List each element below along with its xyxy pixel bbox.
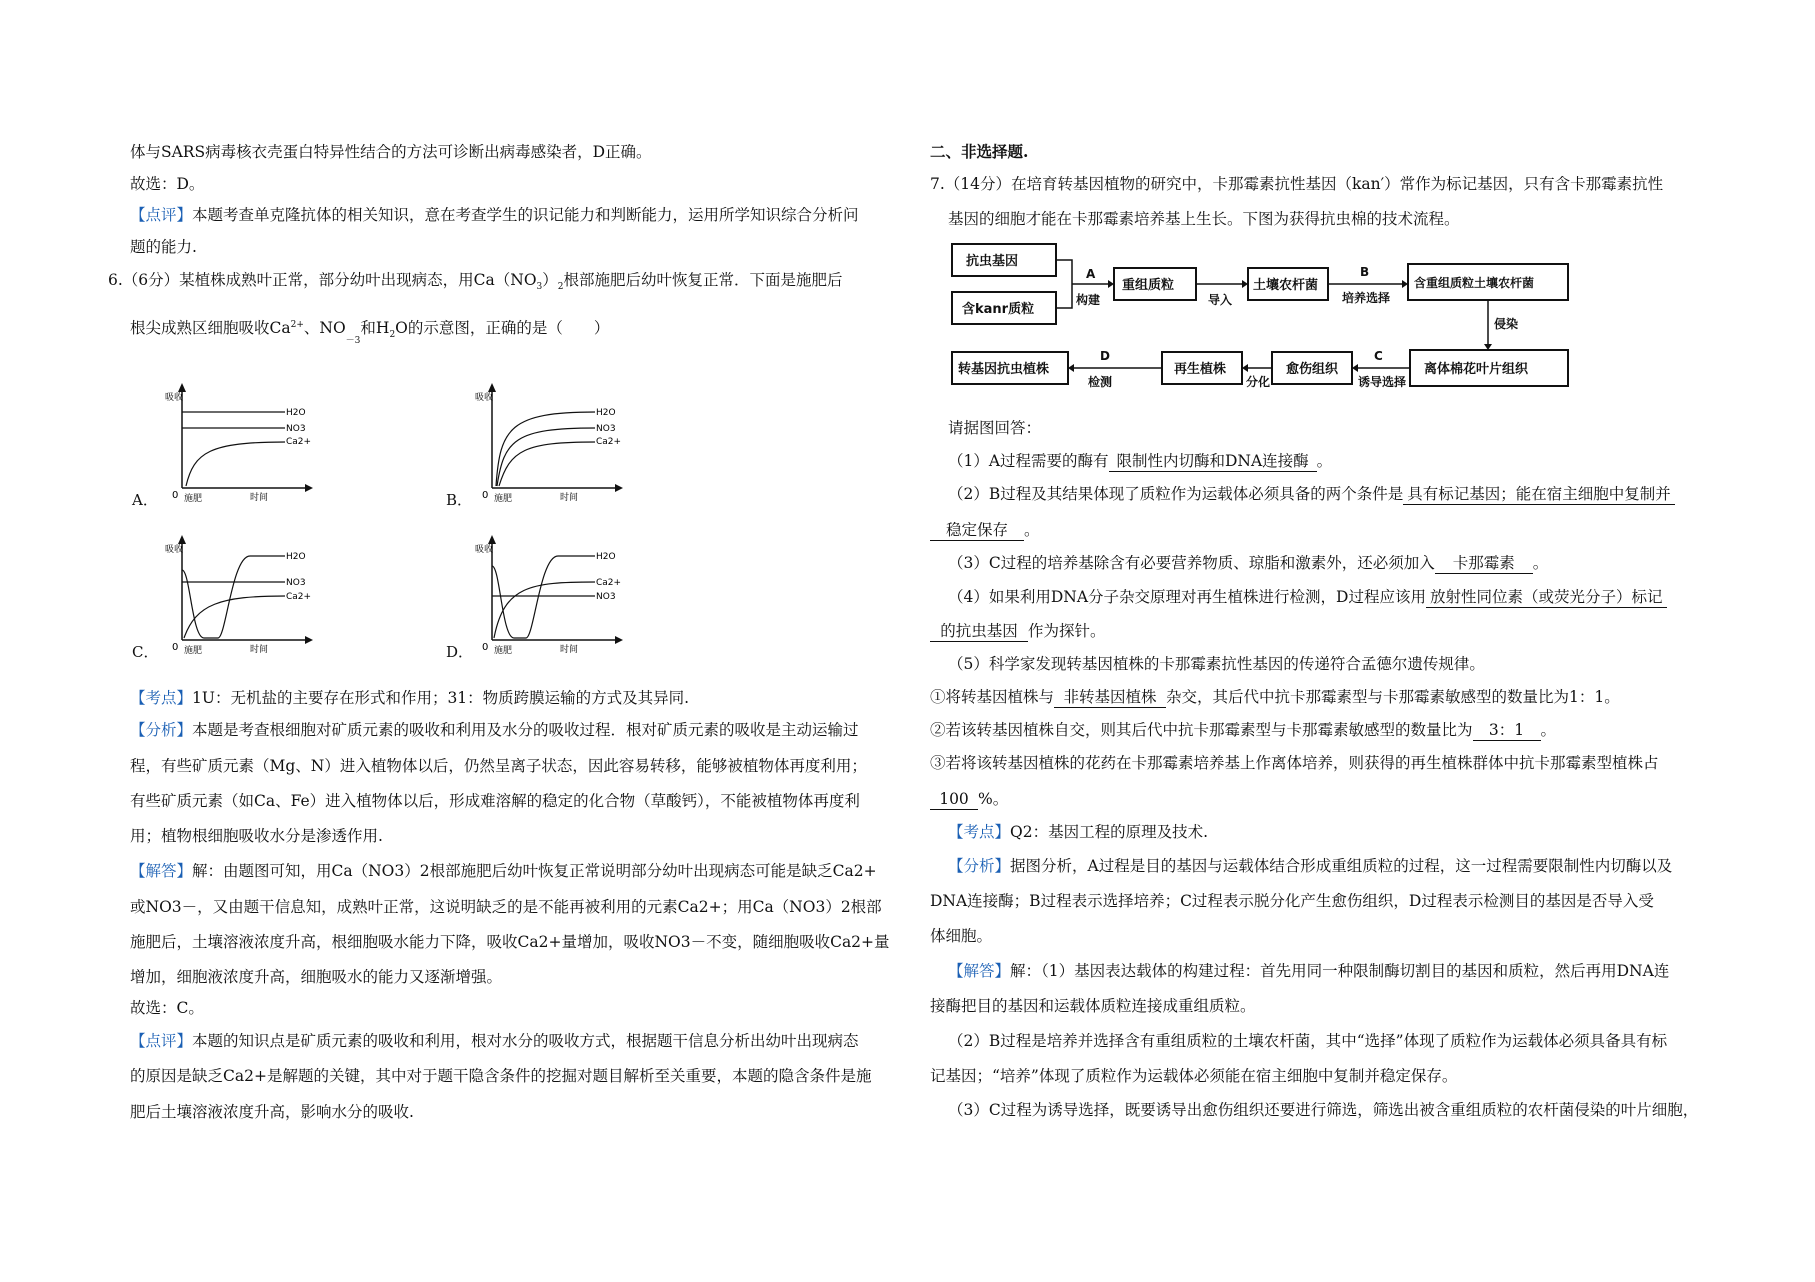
ca-label: Ca2+ xyxy=(286,592,312,602)
q-text: ②若该转基因植株自交，则其后代中抗卡那霉素型与卡那霉素敏感型的数量比为 xyxy=(930,721,1473,739)
answer-blank: 100 xyxy=(930,789,978,810)
q-text: （3）C过程的培养基除含有必要营养物质、琼脂和激素外，还必须加入 xyxy=(948,554,1435,572)
label-infect: 侵染 xyxy=(1494,317,1519,331)
answer-4-line-2 xyxy=(930,621,1106,642)
text-line: 的原因是缺乏Ca2+是解题的关键，其中对于题干隐含条件的挖掘对题目解析至关重要，本题的隐含条件是施 xyxy=(130,1067,872,1085)
q6-text: 6.（6分）某植株成熟叶正常，部分幼叶出现病态，用Ca（NO xyxy=(108,271,537,289)
text-line: 有些矿质元素（如Ca、Fe）进入植物体以后，形成难溶解的稳定的化合物（草酸钙），不能被植物体再度利 xyxy=(130,792,860,810)
text-line: 体细胞。 xyxy=(930,927,993,945)
fenxi-line xyxy=(948,856,1672,876)
label-c: C xyxy=(1374,349,1383,363)
text-line: 施肥后，土壤溶液浓度升高，根细胞吸水能力下降，吸收Ca2+量增加，吸收NO3－不变，随细胞吸收Ca2+量 xyxy=(130,933,890,951)
q6-text: 根尖成熟区细胞吸收Ca xyxy=(130,319,291,337)
fertilize-label: 施肥 xyxy=(184,646,203,655)
q-text: （1）A过程需要的酶有 xyxy=(948,452,1109,470)
text-line: 用；植物根细胞吸收水分是渗透作用. xyxy=(130,827,383,845)
label-induce-select: 诱导选择 xyxy=(1358,375,1407,389)
x-axis-label: 时间 xyxy=(250,645,269,655)
q6-text: 和H xyxy=(360,319,390,337)
fertilize-label: 施肥 xyxy=(494,646,513,655)
answer-blank: 3：1 xyxy=(1473,720,1541,741)
kaodian-tag: 【考点】 xyxy=(130,689,193,707)
kaodian-line xyxy=(948,822,1208,842)
text-line: 故选：C。 xyxy=(130,999,204,1017)
label-culture-select: 培养选择 xyxy=(1342,291,1391,305)
text-line: 程，有些矿质元素（Mg、N）进入植物体以后，仍然呈离子状态，因此容易转移，能够被植物体再度利用； xyxy=(130,757,867,775)
no3-label: NO3 xyxy=(596,592,616,602)
label-d: D xyxy=(1100,349,1110,363)
jieda-text: 解：由题图可知，用Ca（NO3）2根部施肥后幼叶恢复正常说明部分幼叶出现病态可能是缺乏Ca2+ xyxy=(192,862,877,880)
q-text: 杂交，其后代中抗卡那霉素型与卡那霉素敏感型的数量比为1：1。 xyxy=(1166,688,1620,706)
label-b: B xyxy=(1360,265,1370,279)
answer-2-line xyxy=(948,484,1675,505)
q6-text: O的示意图，正确的是（ ） xyxy=(395,319,610,337)
dianping-tag: 【点评】 xyxy=(130,1032,193,1050)
option-d-label: D． xyxy=(446,643,474,661)
comment-line xyxy=(130,205,859,225)
box-insect-gene: 抗虫基因 xyxy=(966,254,1019,269)
label-import: 导入 xyxy=(1208,293,1233,307)
fenxi-tag: 【分析】 xyxy=(130,721,193,739)
answer-2-line-2 xyxy=(930,520,1040,541)
x-axis-label: 时间 xyxy=(560,493,579,503)
question-6-stem: 6.（6分）某植株成熟叶正常，部分幼叶出现病态，用$Ca(NO_3)_2$根部施肥后幼叶恢复正常．下面是施肥后 xyxy=(108,271,843,293)
dianping-text: 本题的知识点是矿质元素的吸收和利用，根对水分的吸收方式，根据题干信息分析出幼叶出现病态 xyxy=(192,1032,859,1050)
x-axis-label: 时间 xyxy=(250,493,269,503)
fenxi-text: 本题是考查根细胞对矿质元素的吸收和利用及水分的吸收过程．根对矿质元素的吸收是主动运输过 xyxy=(192,721,859,739)
question-7-stem: 7.（14分）在培育转基因植物的研究中，卡那霉素抗性基因（kan′）常作为标记基因，只有含卡那霉素抗性 xyxy=(930,175,1664,193)
ca-label: Ca2+ xyxy=(596,578,622,588)
answer-blank: 具有标记基因；能在宿主细胞中复制并 xyxy=(1403,484,1675,505)
origin-label: 0 xyxy=(172,490,179,501)
text-line: ③若将该转基因植株的花药在卡那霉素培养基上作离体培养，则获得的再生植株群体中抗卡那霉素型植株占 xyxy=(930,754,1659,772)
kaodian-text: 1U：无机盐的主要存在形式和作用；31：物质跨膜运输的方式及其异同. xyxy=(192,689,690,707)
text-line: 或NO3－，又由题干信息知，成熟叶正常，这说明缺乏的是不能再被利用的元素Ca2+；用Ca（NO3）2根部 xyxy=(130,898,882,916)
answer-5-2-line xyxy=(930,720,1556,741)
answer-4-line xyxy=(948,587,1667,608)
graph-d xyxy=(470,530,670,655)
fertilize-label: 施肥 xyxy=(494,494,513,503)
q-text: （2）B过程及其结果体现了质粒作为运载体必须具备的两个条件是 xyxy=(948,485,1404,503)
flowchart xyxy=(950,240,1570,400)
no3-label: NO3 xyxy=(596,424,616,434)
label-detect: 检测 xyxy=(1088,375,1113,389)
q-text: 。 xyxy=(1316,452,1333,470)
fertilize-label: 施肥 xyxy=(184,494,203,503)
origin-label: 0 xyxy=(482,490,489,501)
dianping-line xyxy=(130,1031,859,1051)
q-text: ①将转基因植株与 xyxy=(930,688,1055,706)
answer-3-line xyxy=(948,553,1548,574)
box-agro-recombinant: 含重组质粒土壤农杆菌 xyxy=(1414,276,1535,290)
origin-label: 0 xyxy=(482,642,489,653)
no3-label: NO3 xyxy=(286,578,306,588)
label-construct: 构建 xyxy=(1076,293,1101,307)
y-axis-label: 吸收 xyxy=(475,545,494,555)
answer-blank: 非转基因植株 xyxy=(1054,687,1166,708)
text-line: （5）科学家发现转基因植株的卡那霉素抗性基因的传递符合孟德尔遗传规律。 xyxy=(948,655,1485,673)
answer-5-1-line xyxy=(930,687,1620,708)
answer-blank: 的抗虫基因 xyxy=(930,621,1028,642)
option-a-label: A． xyxy=(132,491,158,509)
text-line: 体与SARS病毒核衣壳蛋白特异性结合的方法可诊断出病毒感染者，D正确。 xyxy=(130,143,652,161)
text-line: （2）B过程是培养并选择含有重组质粒的土壤农杆菌，其中“选择”体现了质粒作为运载体必须具备具有标 xyxy=(948,1032,1668,1050)
section-heading: 二、非选择题. xyxy=(930,142,1029,161)
kaodian-text: Q2：基因工程的原理及技术. xyxy=(1010,823,1209,841)
q-text: （4）如果利用DNA分子杂交原理对再生植株进行检测，D过程应该用 xyxy=(948,588,1426,606)
q-text: 。 xyxy=(1024,521,1040,539)
kaodian-line xyxy=(130,688,689,708)
origin-label: 0 xyxy=(172,642,179,653)
text-line: 请据图回答： xyxy=(948,419,1042,437)
box-transgenic-plant: 转基因抗虫植株 xyxy=(958,362,1050,377)
text-line: 故选：D。 xyxy=(130,175,205,193)
text-line: 记基因；“培养”体现了质粒作为运载体必须能在宿主细胞中复制并稳定保存。 xyxy=(930,1067,1458,1085)
text-line: （3）C过程为诱导选择，既要诱导出愈伤组织还要进行筛选，筛选出被含重组质粒的农杆菌侵染的叶片细胞， xyxy=(948,1101,1699,1119)
kaodian-tag: 【考点】 xyxy=(948,823,1011,841)
text-line: 肥后土壤溶液浓度升高，影响水分的吸收. xyxy=(130,1103,414,1121)
answer-1-line xyxy=(948,451,1332,472)
graph-a xyxy=(160,378,360,503)
q-text: 。 xyxy=(1532,554,1549,572)
jieda-text: 解：（1）基因表达载体的构建过程：首先用同一种限制酶切割目的基因和质粒，然后再用DNA连 xyxy=(1010,962,1670,980)
answer-5-3-line xyxy=(930,789,1008,810)
jieda-tag: 【解答】 xyxy=(948,962,1011,980)
y-axis-label: 吸收 xyxy=(475,393,494,403)
comment-text: 本题考查单克隆抗体的相关知识，意在考查学生的识记能力和判断能力，运用所学知识综合分析问 xyxy=(192,206,859,224)
text-line: DNA连接酶；B过程表示选择培养；C过程表示脱分化产生愈伤组织，D过程表示检测目的基因是否导入受 xyxy=(930,892,1654,910)
q-text: %。 xyxy=(978,790,1009,808)
x-axis-label: 时间 xyxy=(560,645,579,655)
text-line: 增加，细胞液浓度升高，细胞吸水的能力又逐渐增强。 xyxy=(130,968,503,986)
h2o-label: H2O xyxy=(596,552,616,562)
q6-text: 、NO xyxy=(303,319,346,337)
h2o-label: H2O xyxy=(286,408,306,418)
q-text: 作为探针。 xyxy=(1028,622,1106,640)
h2o-label: H2O xyxy=(286,552,306,562)
fenxi-text: 据图分析，A过程是目的基因与运载体结合形成重组质粒的过程，这一过程需要限制性内切酶以及 xyxy=(1010,857,1673,875)
q6-text: 根部施肥后幼叶恢复正常．下面是施肥后 xyxy=(563,271,843,289)
box-leaf-tissue: 离体棉花叶片组织 xyxy=(1424,362,1529,377)
graph-b xyxy=(470,378,670,503)
question-6-stem-2: 根尖成熟区细胞吸收$Ca^{2+}$、$NO_{-3}$和$H_2O$的示意图，正确的是（ ） xyxy=(130,319,610,346)
y-axis-label: 吸收 xyxy=(165,545,184,555)
q6-text: ） xyxy=(542,271,558,289)
ca-label: Ca2+ xyxy=(596,437,622,447)
comment-tag: 【点评】 xyxy=(130,206,193,224)
fenxi-line xyxy=(130,720,859,740)
answer-blank: 放射性同位素（或荧光分子）标记 xyxy=(1426,587,1667,608)
fenxi-tag: 【分析】 xyxy=(948,857,1011,875)
label-differentiate: 分化 xyxy=(1246,375,1271,389)
answer-blank: 限制性内切酶和DNA连接酶 xyxy=(1109,451,1317,472)
box-agrobacterium: 土壤农杆菌 xyxy=(1253,278,1319,293)
ca-label: Ca2+ xyxy=(286,437,312,447)
jieda-tag: 【解答】 xyxy=(130,862,193,880)
box-kan-plasmid: 含kanr质粒 xyxy=(962,302,1035,317)
option-b-label: B． xyxy=(446,491,473,509)
q-text: 。 xyxy=(1540,721,1557,739)
text-line: 接酶把目的基因和运载体质粒连接成重组质粒。 xyxy=(930,997,1256,1015)
label-a: A xyxy=(1086,267,1096,281)
jieda-line xyxy=(130,861,877,881)
y-axis-label: 吸收 xyxy=(165,393,184,403)
text-line: 基因的细胞才能在卡那霉素培养基上生长。下图为获得抗虫棉的技术流程。 xyxy=(948,210,1460,228)
jieda-line xyxy=(948,961,1669,981)
answer-blank: 卡那霉素 xyxy=(1435,553,1533,574)
text-line: 题的能力. xyxy=(130,238,197,256)
answer-blank: 稳定保存 xyxy=(930,520,1024,541)
box-recombinant-plasmid: 重组质粒 xyxy=(1122,278,1175,293)
h2o-label: H2O xyxy=(596,408,616,418)
box-regenerated-plant: 再生植株 xyxy=(1174,362,1227,377)
box-callus: 愈伤组织 xyxy=(1286,362,1339,377)
graph-c xyxy=(160,530,360,655)
option-c-label: C． xyxy=(132,643,159,661)
no3-label: NO3 xyxy=(286,424,306,434)
